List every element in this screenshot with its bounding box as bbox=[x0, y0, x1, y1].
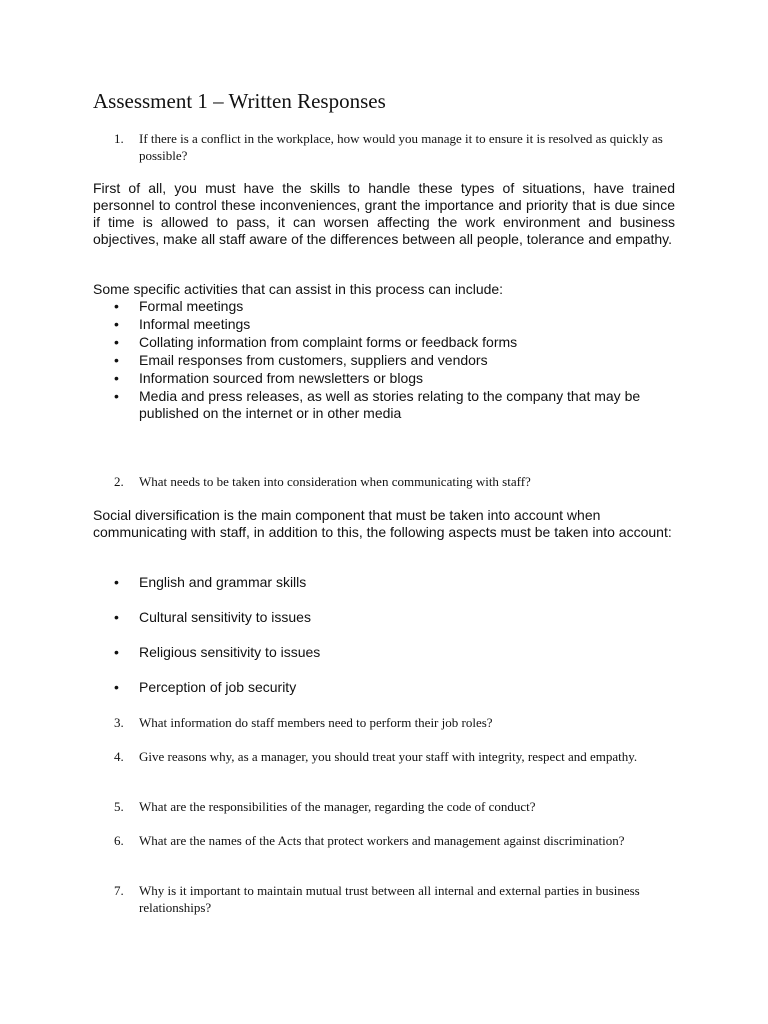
document-title: Assessment 1 – Written Responses bbox=[93, 89, 386, 113]
bullet-icon: • bbox=[114, 388, 119, 404]
list-item-text: Media and press releases, as well as stories relating to the company that may be published on the internet or in other media bbox=[139, 388, 641, 421]
list-item bbox=[114, 298, 674, 315]
question-text: If there is a conflict in the workplace, how would you manage it to ensure it is resolved as quickly as possible? bbox=[139, 131, 663, 163]
question-number: 1. bbox=[114, 131, 124, 146]
question-text: What information do staff members need to perform their job roles? bbox=[139, 715, 493, 730]
list-item-text: Email responses from customers, suppliers and vendors bbox=[139, 352, 488, 368]
list-item-text: Perception of job security bbox=[139, 679, 297, 695]
list-item bbox=[114, 370, 674, 387]
list-item bbox=[114, 388, 674, 422]
question-text: Why is it important to maintain mutual trust between all internal and external parties in business relationships? bbox=[139, 883, 640, 915]
bullet-icon: • bbox=[114, 334, 119, 350]
question-number: 5. bbox=[114, 799, 124, 814]
list-item bbox=[114, 316, 674, 333]
list-item-text: English and grammar skills bbox=[139, 574, 307, 590]
answer-1-list bbox=[114, 298, 674, 423]
question-number: 7. bbox=[114, 883, 124, 898]
bullet-icon: • bbox=[114, 298, 119, 314]
list-item bbox=[114, 644, 674, 661]
list-item bbox=[114, 679, 674, 696]
bullet-icon: • bbox=[114, 679, 119, 695]
bullet-icon: • bbox=[114, 644, 119, 660]
bullet-icon: • bbox=[114, 574, 119, 590]
question-3 bbox=[114, 714, 674, 731]
list-item-text: Informal meetings bbox=[139, 316, 251, 332]
question-7 bbox=[114, 882, 674, 916]
list-item-text: Information sourced from newsletters or blogs bbox=[139, 370, 424, 386]
answer-2-list bbox=[114, 574, 674, 714]
bullet-icon: • bbox=[114, 370, 119, 386]
answer-1-paragraph: First of all, you must have the skills to handle these types of situations, have trained personnel to control these inconveniences, grant the importance and priority that is due since if time is allowed to pass, it can worsen affecting the work environment and business objectives, make all staff aware of the differences between all people, tolerance and empathy. bbox=[93, 180, 675, 247]
list-item-text: Formal meetings bbox=[139, 298, 244, 314]
question-4 bbox=[114, 748, 674, 765]
question-number: 6. bbox=[114, 833, 124, 848]
list-item-text: Cultural sensitivity to issues bbox=[139, 609, 311, 625]
list-item bbox=[114, 574, 674, 591]
question-2 bbox=[114, 473, 674, 490]
question-5 bbox=[114, 798, 674, 815]
bullet-icon: • bbox=[114, 316, 119, 332]
question-text: What are the responsibilities of the manager, regarding the code of conduct? bbox=[139, 799, 536, 814]
question-6 bbox=[114, 832, 674, 849]
question-text: What are the names of the Acts that protect workers and management against discrimination? bbox=[139, 833, 625, 848]
bullet-icon: • bbox=[114, 352, 119, 368]
list-item bbox=[114, 334, 674, 351]
list-item bbox=[114, 609, 674, 626]
bullet-icon: • bbox=[114, 609, 119, 625]
question-1 bbox=[114, 130, 674, 164]
question-text: Give reasons why, as a manager, you should treat your staff with integrity, respect and empathy. bbox=[139, 749, 638, 764]
question-number: 2. bbox=[114, 474, 124, 489]
answer-1-intro: Some specific activities that can assist in this process can include: bbox=[93, 281, 504, 297]
question-text: What needs to be taken into consideration when communicating with staff? bbox=[139, 474, 531, 489]
list-item-text: Religious sensitivity to issues bbox=[139, 644, 321, 660]
answer-2-paragraph: Social diversification is the main component that must be taken into account when communicating with staff, in addition to this, the following aspects must be taken into account: bbox=[93, 507, 672, 540]
list-item bbox=[114, 352, 674, 369]
question-number: 4. bbox=[114, 749, 124, 764]
list-item-text: Collating information from complaint forms or feedback forms bbox=[139, 334, 518, 350]
question-number: 3. bbox=[114, 715, 124, 730]
